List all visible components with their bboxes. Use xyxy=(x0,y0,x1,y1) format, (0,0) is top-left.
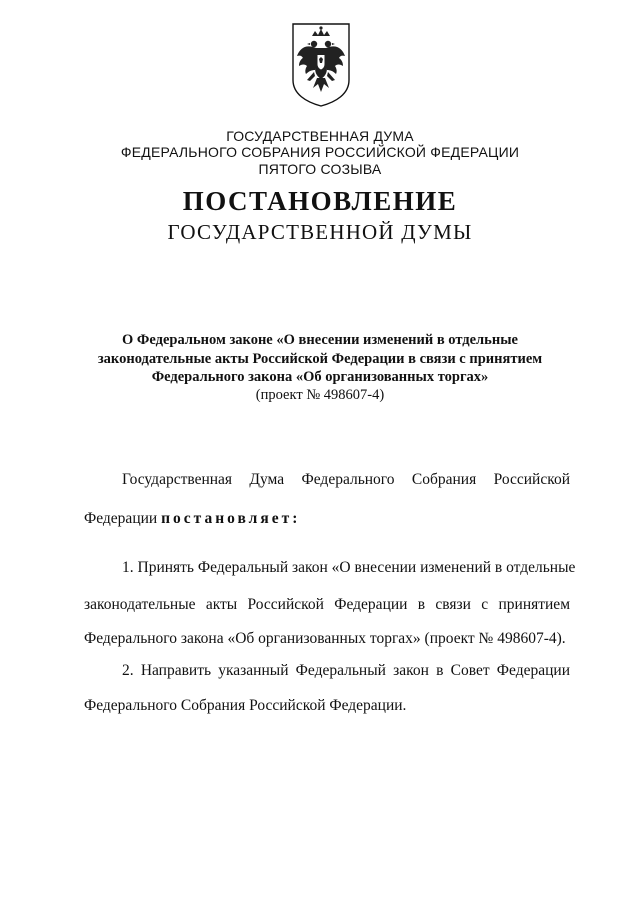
document-title: ПОСТАНОВЛЕНИЕ xyxy=(182,186,458,216)
intro-line-2 xyxy=(84,510,570,528)
header-line-1: ГОСУДАРСТВЕННАЯ ДУМА xyxy=(226,128,414,144)
intro-line-2-prefix: Федерации xyxy=(84,510,162,527)
item-2-line-2: Федерального Собрания Российской Федерации. xyxy=(84,697,407,714)
item-1-line-2: законодательные акты Российской Федерации в связи с принятием xyxy=(84,596,570,613)
item-1-line-1: 1. Принять Федеральный закон «О внесении изменений в отдельные xyxy=(122,559,576,576)
header-line-2: ФЕДЕРАЛЬНОГО СОБРАНИЯ РОССИЙСКОЙ ФЕДЕРАЦИИ xyxy=(120,144,520,160)
intro-verb: постановляет: xyxy=(161,510,301,527)
header-line-3: ПЯТОГО СОЗЫВА xyxy=(258,161,382,177)
subject-line-4: (проект № 498607-4) xyxy=(255,387,385,403)
subject-line-3: Федерального закона «Об организованных торгах» xyxy=(151,369,489,385)
subject-line-1: О Федеральном законе «О внесении изменений в отдельные xyxy=(122,332,518,348)
item-1-line-3: Федерального закона «Об организованных торгах» (проект № 498607-4). xyxy=(84,630,566,647)
item-2-line-1: 2. Направить указанный Федеральный закон в Совет Федерации xyxy=(122,662,570,679)
document-subtitle: ГОСУДАРСТВЕННОЙ ДУМЫ xyxy=(167,220,473,244)
subject-line-2: законодательные акты Российской Федерации в связи с принятием xyxy=(97,351,543,367)
intro-line-1: Государственная Дума Федерального Собрания Российской xyxy=(122,471,570,488)
russian-coat-of-arms-icon xyxy=(290,22,352,108)
